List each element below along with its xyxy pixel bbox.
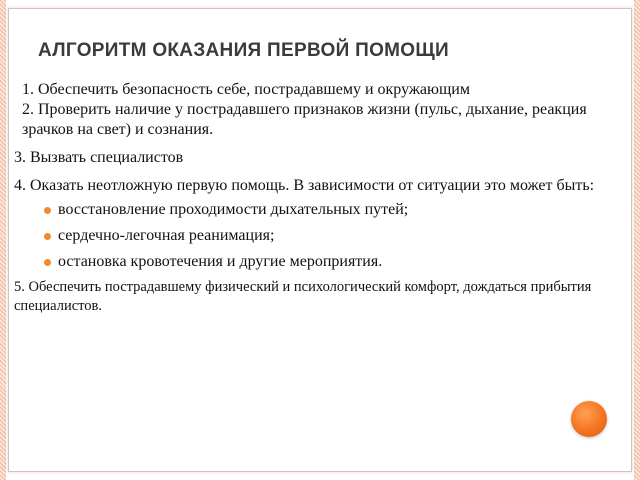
step-1-text: 1. Обеспечить безопасность себе, пострадавшему и окружающим (22, 81, 470, 98)
left-decorative-stripe (0, 0, 6, 480)
list-item-text: остановка кровотечения и другие мероприятия. (58, 253, 383, 270)
list-item-text: сердечно-легочная реанимация; (58, 227, 275, 244)
bullet-dot-icon (44, 259, 51, 266)
step-4-text: 4. Оказать неотложную первую помощь. В зависимости от ситуации это может быть: (14, 177, 595, 194)
list-item (44, 226, 614, 246)
slide-title: АЛГОРИТМ ОКАЗАНИЯ ПЕРВОЙ ПОМОЩИ (38, 40, 449, 61)
right-decorative-stripe (634, 0, 640, 480)
list-item (44, 200, 614, 220)
step-3-text: 3. Вызвать специалистов (14, 149, 184, 166)
list-item-text: восстановление проходимости дыхательных путей; (58, 201, 409, 218)
step-5-text: 5. Обеспечить пострадавшему физический и психологический комфорт, дождаться прибытия специалистов. (14, 279, 592, 314)
orange-circle-decoration (571, 401, 607, 437)
bullet-dot-icon (44, 233, 51, 240)
list-item (44, 252, 614, 272)
slide-content (14, 80, 614, 316)
first-aid-measures-list (14, 200, 614, 272)
step-2-text: 2. Проверить наличие у пострадавшего признаков жизни (пульс, дыхание, реакция зрачков на свет) и сознания. (22, 101, 587, 138)
bullet-dot-icon (44, 207, 51, 214)
